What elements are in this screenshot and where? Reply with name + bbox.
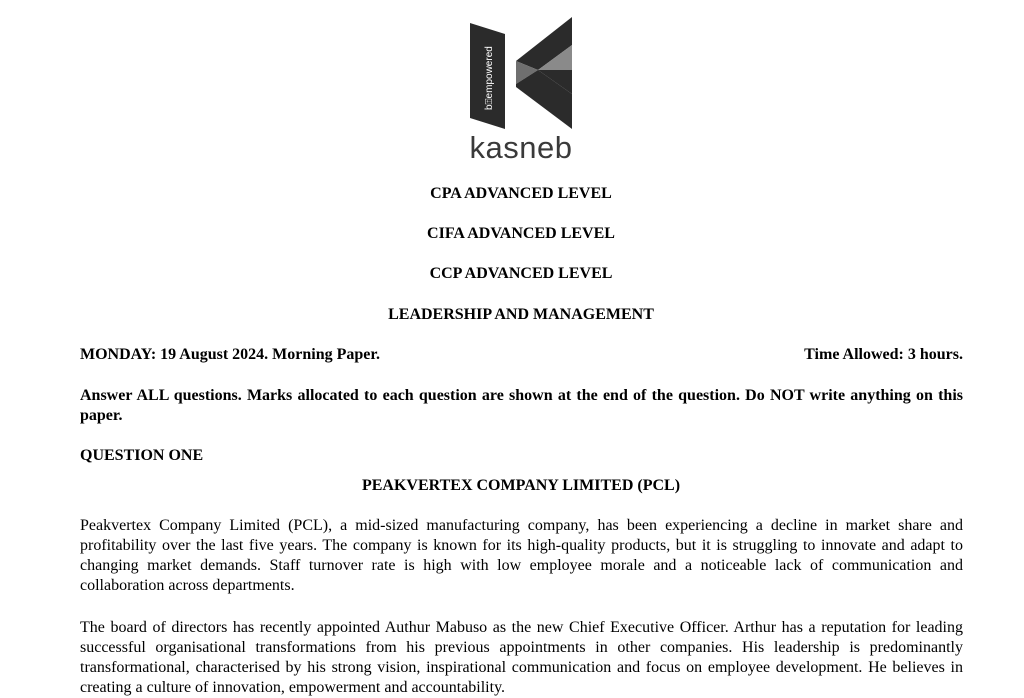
exam-info-row [80, 346, 963, 364]
case-paragraph-2: The board of directors has recently appointed Authur Mabuso as the new Chief Executive Officer. Arthur has a reputation for leading successful organisational transformations from his previous appointments in other companies. His leadership is predominantly transformational, characterised by his strong vision, inspirational communication and focus on employee development. He believes in creating a culture of innovation, empowerment and accountability. [80, 619, 963, 696]
level-ccp: CCP ADVANCED LEVEL [429, 265, 613, 282]
subject-title: LEADERSHIP AND MANAGEMENT [388, 306, 654, 323]
exam-date: MONDAY: 19 August 2024. Morning Paper. [80, 346, 381, 363]
question-label: QUESTION ONE [80, 447, 204, 464]
time-allowed: Time Allowed: 3 hours. [804, 346, 963, 363]
level-cpa: CPA ADVANCED LEVEL [430, 185, 612, 202]
case-paragraph-1: Peakvertex Company Limited (PCL), a mid-sized manufacturing company, has been experiencing a decline in market share and profitability over the last five years. The company is known for its high-quality products, but it is struggling to innovate and adapt to changing market demands. Staff turnover rate is high with low employee morale and a noticeable lack of communication and collaboration across departments. [80, 517, 963, 594]
logo-name: kasneb [469, 130, 573, 165]
level-cifa: CIFA ADVANCED LEVEL [427, 225, 615, 242]
instructions: Answer ALL questions. Marks allocated to each question are shown at the end of the question. Do NOT write anything on this paper. [80, 387, 963, 424]
logo-tagline: b⍐empowered [484, 46, 495, 110]
kasneb-logo-mark [462, 14, 580, 134]
case-title: PEAKVERTEX COMPANY LIMITED (PCL) [361, 477, 681, 494]
